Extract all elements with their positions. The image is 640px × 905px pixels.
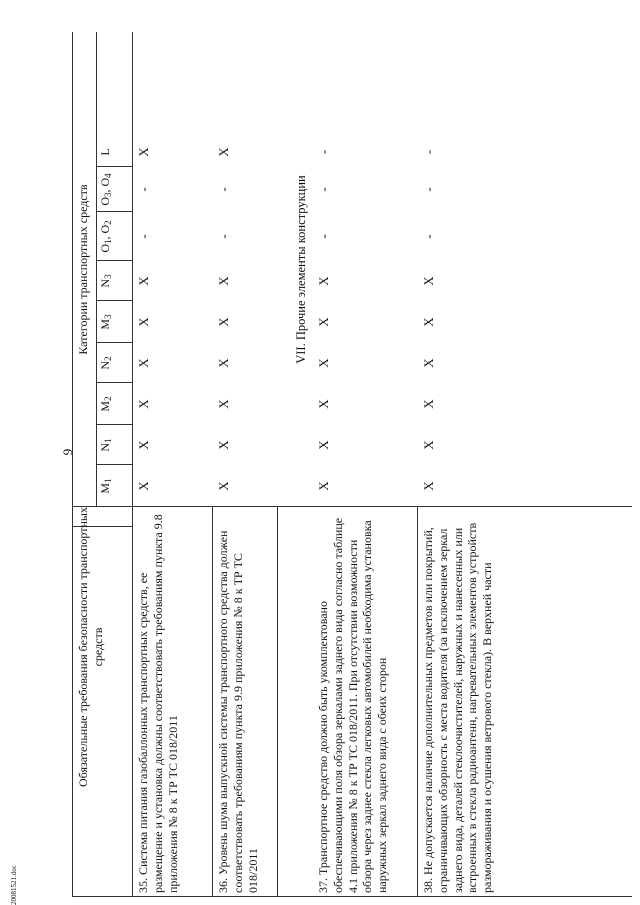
category-header-5: [98, 301, 116, 343]
category-mark: -: [421, 149, 436, 155]
category-col-divider: [96, 166, 132, 167]
category-base: N: [98, 278, 112, 288]
category-mark: X: [216, 399, 231, 409]
category-base: N: [98, 442, 112, 452]
category-mark: -: [316, 149, 331, 155]
category-mark: X: [136, 147, 151, 157]
row-divider: [212, 507, 213, 897]
category-mark: X: [316, 276, 331, 286]
category-mark: X: [421, 481, 436, 491]
category-mark: -: [316, 187, 331, 192]
table-border-left: [72, 896, 632, 897]
category-base: N: [98, 360, 112, 370]
category-header-4: [98, 343, 116, 383]
footer-filename: 20081521.doc: [10, 865, 18, 905]
category-col-divider: [96, 211, 132, 212]
category-sub: 3: [103, 314, 113, 319]
category-mark: X: [421, 399, 436, 409]
category-mark: X: [216, 481, 231, 491]
category-mark: X: [136, 399, 151, 409]
table-top-line: [72, 32, 73, 897]
category-mark: -: [136, 234, 151, 239]
category-header-1: [98, 465, 116, 507]
requirement-text-4: 38. Не допускается наличие дополнительных предметов или покрытий, ограничивающих обзорность с места водителя (за исключением зеркал заднего вида, деталей стеклоочистителей, наружных и нанесенных или встроенных в стекла радиоантенн, нагревательных элементов устройств размораживания и осушения ветрового стекла). В верхней части: [421, 522, 495, 893]
category-base: M: [98, 318, 112, 330]
category-mark: -: [421, 187, 436, 192]
category-sub: 1: [103, 239, 113, 244]
header-bottom-line: [132, 32, 133, 897]
category-col-divider: [96, 424, 132, 425]
category-mark: X: [421, 276, 436, 286]
category-base: O: [98, 224, 112, 234]
rotated-table: [72, 32, 632, 897]
requirements-column-header: Обязательные требования безопасности транспортных средств: [76, 507, 105, 787]
category-header-3: [98, 383, 116, 425]
category-mark: -: [421, 234, 436, 239]
page-number: 9: [60, 448, 75, 456]
category-mark: X: [216, 358, 231, 368]
category-mark: X: [216, 276, 231, 286]
category-sub: 3: [103, 192, 113, 197]
category-header-9: [98, 137, 116, 167]
category-mark: X: [316, 358, 331, 368]
category-mark: -: [316, 234, 331, 239]
category-base: M: [98, 482, 112, 494]
category-mark: X: [421, 317, 436, 327]
category-sub: 1: [103, 478, 113, 483]
category-base: O: [98, 197, 112, 206]
categories-header: Категории транспортных средств: [76, 184, 90, 355]
category-col-divider: [96, 382, 132, 383]
row-divider: [277, 507, 278, 897]
category-mark: X: [316, 399, 331, 409]
category-header-6: [98, 261, 116, 301]
category-mark: X: [136, 440, 151, 450]
category-mark: X: [316, 440, 331, 450]
row-divider: [417, 507, 418, 897]
category-mark: X: [316, 317, 331, 327]
category-header-8: $O_3$, $O_4$: [98, 173, 113, 206]
requirement-text-1: 35. Система питания газобаллонных транспортных средств, ее размещение и установка должны соответствовать требованиям пункта 9.8 приложения № 8 к ТР ТС 018/2011: [136, 514, 180, 893]
category-sub: 1: [103, 438, 113, 443]
category-col-divider: [96, 300, 132, 301]
category-header-7: $O_1$, $O_2$: [98, 220, 113, 253]
category-col-divider: [96, 342, 132, 343]
category-mark: -: [216, 234, 231, 239]
category-mark: X: [136, 317, 151, 327]
category-mark: X: [421, 440, 436, 450]
category-mark: X: [136, 358, 151, 368]
section-title: VII. Прочие элементы конструкции: [294, 175, 308, 364]
category-base: O: [98, 177, 112, 187]
requirement-text-3: 37. Транспортное средство должно быть укомплектовано обеспечивающими поля обзора зеркалами заднего вида согласно таблице 4.1 приложения № 8 к ТР ТС 018/2011. При отсутствии возможности обзора через заднее стекла легковых автомобилей необходима установка наружных зеркал заднего вида с обеих сторон: [316, 517, 390, 893]
category-sub: 2: [103, 396, 113, 401]
category-col-divider: [96, 464, 132, 465]
category-mark: X: [216, 440, 231, 450]
category-sub: 3: [103, 274, 113, 279]
category-sub: 2: [103, 356, 113, 361]
category-base: O: [98, 244, 112, 253]
category-sub: 2: [103, 220, 113, 225]
category-mark: X: [136, 481, 151, 491]
category-base: L: [98, 148, 112, 156]
category-col-divider: [96, 260, 132, 261]
category-base: M: [98, 400, 112, 412]
category-header-2: [98, 425, 116, 465]
category-sub: 4: [103, 173, 113, 178]
category-mark: X: [216, 147, 231, 157]
category-mark: X: [216, 317, 231, 327]
category-mark: X: [136, 276, 151, 286]
category-mark: X: [421, 358, 436, 368]
requirement-text-2: 36. Уровень шума выпускной системы транспортного средства должен соответствовать требованиям пункта 9.9 приложения № 8 к ТР ТС 018/2011: [216, 530, 260, 893]
category-mark: -: [216, 187, 231, 192]
requirements-col-divider: [72, 506, 632, 507]
categories-subheader-line: [96, 32, 97, 507]
category-mark: X: [316, 481, 331, 491]
category-mark: -: [136, 187, 151, 192]
